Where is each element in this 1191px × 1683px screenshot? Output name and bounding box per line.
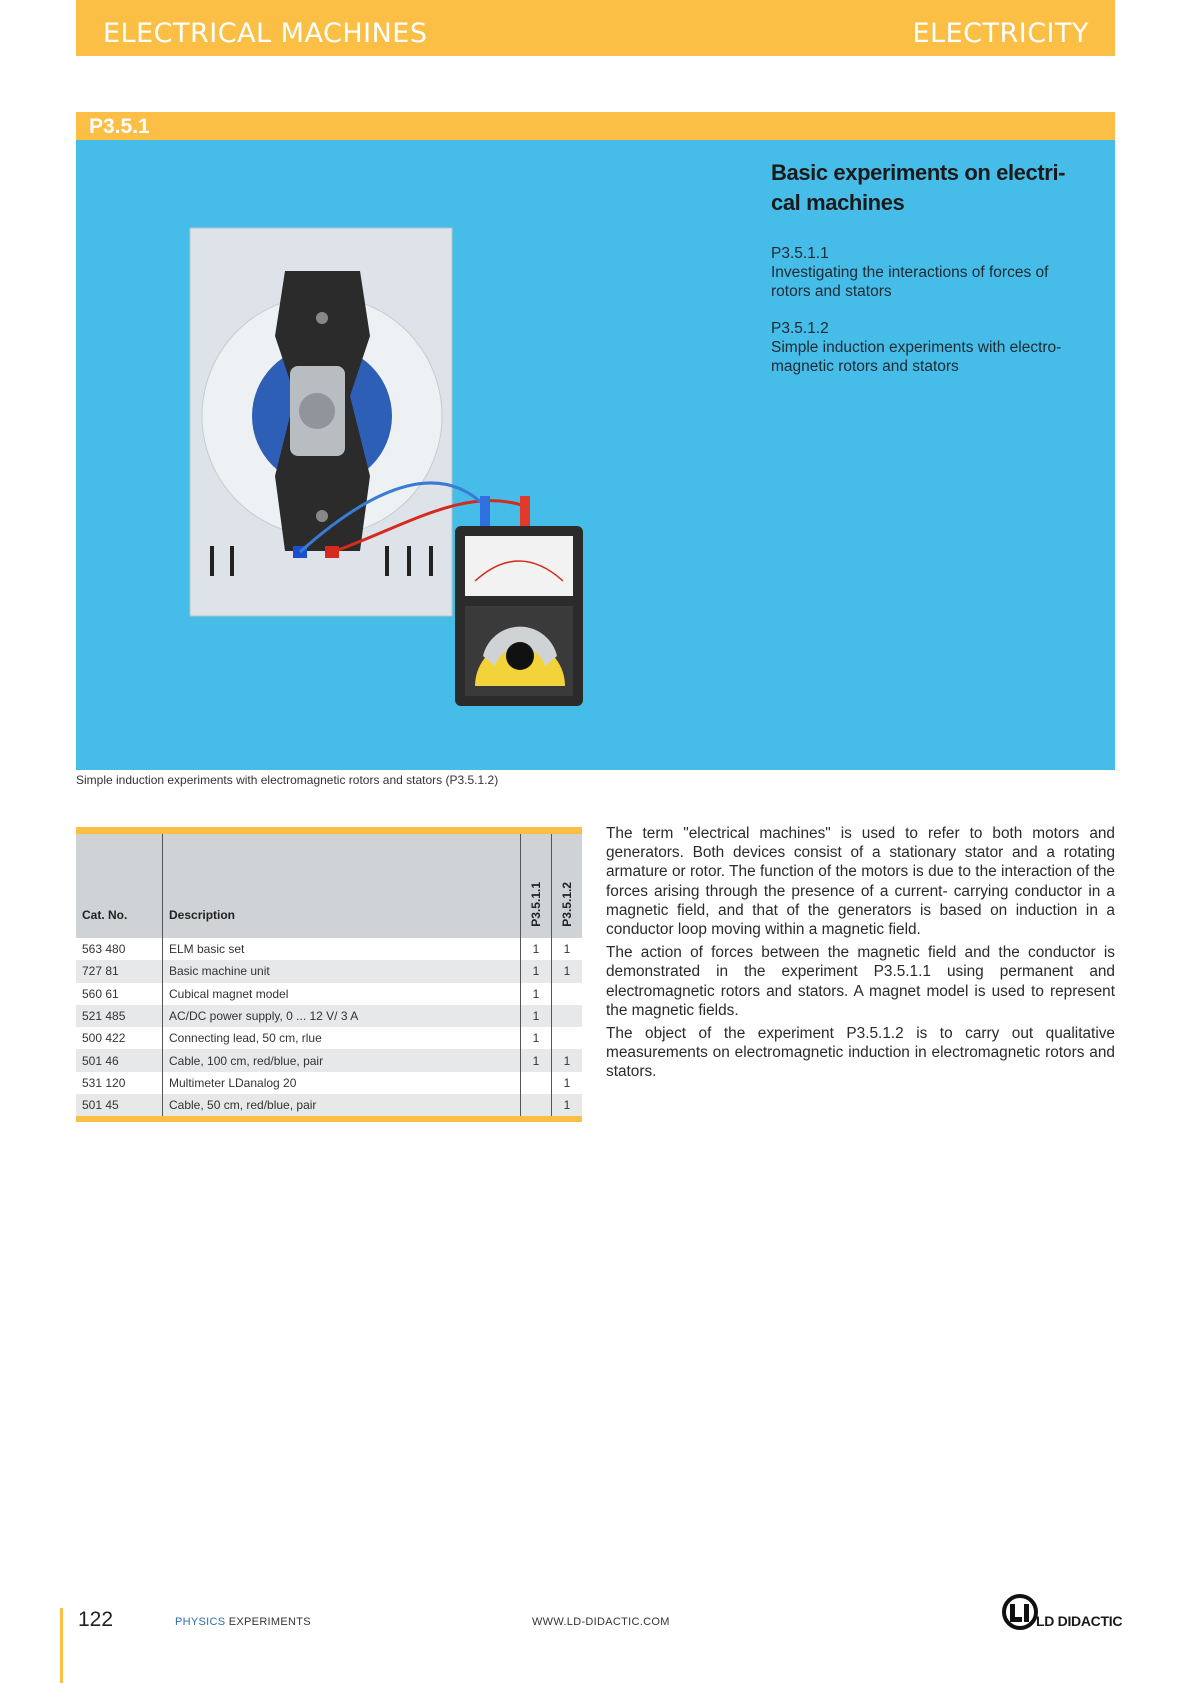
table-cell-e2: 1 — [552, 1072, 583, 1094]
section-code: P3.5.1 — [89, 115, 150, 138]
apparatus-photo — [185, 226, 625, 726]
table-cell-e1: 1 — [521, 983, 552, 1005]
table-row — [76, 1049, 582, 1071]
table-row — [76, 1072, 582, 1094]
table-cell-desc: Cable, 100 cm, red/blue, pair — [163, 1049, 521, 1071]
table-cell-cat: 501 45 — [76, 1094, 163, 1116]
body-paragraph: The object of the experiment P3.5.1.2 is to carry out qualitative measurements on electromagnetic induction in electromagnetic rotors and stators. — [606, 1025, 1115, 1081]
table-cell-cat: 501 46 — [76, 1049, 163, 1071]
table-cell-e2: 1 — [552, 960, 583, 982]
table-cell-e1: 1 — [521, 1005, 552, 1027]
header-right: ELECTRICITY — [912, 18, 1089, 49]
table-cell-cat: 563 480 — [76, 938, 163, 960]
col-exp2: P3.5.1.2 — [560, 882, 574, 927]
table-cell-e2 — [552, 983, 583, 1005]
footer-series: PHYSICS EXPERIMENTS — [175, 1616, 311, 1628]
col-exp1: P3.5.1.1 — [529, 882, 543, 927]
table-cell-desc: Connecting lead, 50 cm, rlue — [163, 1027, 521, 1049]
table-row — [76, 1005, 582, 1027]
col-cat-no: Cat. No. — [76, 834, 163, 938]
table-cell-desc: Cable, 50 cm, red/blue, pair — [163, 1094, 521, 1116]
page-number: 122 — [78, 1608, 114, 1631]
body-paragraph: The action of forces between the magnetic field and the conductor is demonstrated in the experiment P3.5.1.1 using permanent and electromagnetic rotors and stators. A magnet model is used to represent the magnetic fields. — [606, 944, 1115, 1019]
table-cell-desc: Cubical magnet model — [163, 983, 521, 1005]
logo-text: LD DIDACTIC — [1036, 1613, 1123, 1629]
body-paragraph: The term "electrical machines" is used to refer to both motors and generators. Both devices consist of a stationary stator and a rotating armature or rotor. The function of the motors is due to the interaction of the forces arising through the presence of a current- carrying conductor in a magnetic field, and that of the generators is based on induction in a conductor loop moving within a magnetic field. — [606, 825, 1115, 939]
table-cell-cat: 727 81 — [76, 960, 163, 982]
footer-accent-line — [60, 1608, 63, 1683]
table-cell-cat: 521 485 — [76, 1005, 163, 1027]
experiment-item: P3.5.1.1 Investigating the interactions of forces of rotors and stators — [771, 245, 1049, 300]
table-cell-desc: Multimeter LDanalog 20 — [163, 1072, 521, 1094]
table-cell-desc: ELM basic set — [163, 938, 521, 960]
table-row — [76, 938, 582, 960]
header-left: ELECTRICAL MACHINES — [103, 18, 428, 49]
table-row — [76, 1094, 582, 1116]
table-cell-desc: Basic machine unit — [163, 960, 521, 982]
table-cell-cat: 531 120 — [76, 1072, 163, 1094]
experiment-item: P3.5.1.2 Simple induction experiments with electro- magnetic rotors and stators — [771, 320, 1062, 375]
table-cell-e2 — [552, 1027, 583, 1049]
table-cell-cat: 560 61 — [76, 983, 163, 1005]
table-row — [76, 1027, 582, 1049]
section-bar — [76, 112, 1115, 140]
table-cell-desc: AC/DC power supply, 0 ... 12 V/ 3 A — [163, 1005, 521, 1027]
table-bottom-rule — [76, 1116, 582, 1122]
table-cell-e2: 1 — [552, 1094, 583, 1116]
table-top-rule — [76, 827, 582, 834]
table-cell-e2 — [552, 1005, 583, 1027]
header-bar — [76, 0, 1115, 56]
photo-caption: Simple induction experiments with electromagnetic rotors and stators (P3.5.1.2) — [76, 773, 499, 787]
table-cell-cat: 500 422 — [76, 1027, 163, 1049]
table-cell-e2: 1 — [552, 1049, 583, 1071]
equipment-table — [76, 827, 582, 1122]
table-cell-e1: 1 — [521, 1027, 552, 1049]
table-cell-e1: 1 — [521, 1049, 552, 1071]
table-cell-e1 — [521, 1094, 552, 1116]
table-cell-e2: 1 — [552, 938, 583, 960]
table-cell-e1: 1 — [521, 938, 552, 960]
table-cell-e1 — [521, 1072, 552, 1094]
col-description: Description — [163, 834, 521, 938]
table-row — [76, 983, 582, 1005]
table-cell-e1: 1 — [521, 960, 552, 982]
table-row — [76, 960, 582, 982]
page-title: Basic experiments on electri- cal machines — [771, 160, 1066, 215]
body-text — [606, 824, 1115, 1086]
footer-website-link[interactable]: WWW.LD-DIDACTIC.COM — [532, 1616, 670, 1628]
